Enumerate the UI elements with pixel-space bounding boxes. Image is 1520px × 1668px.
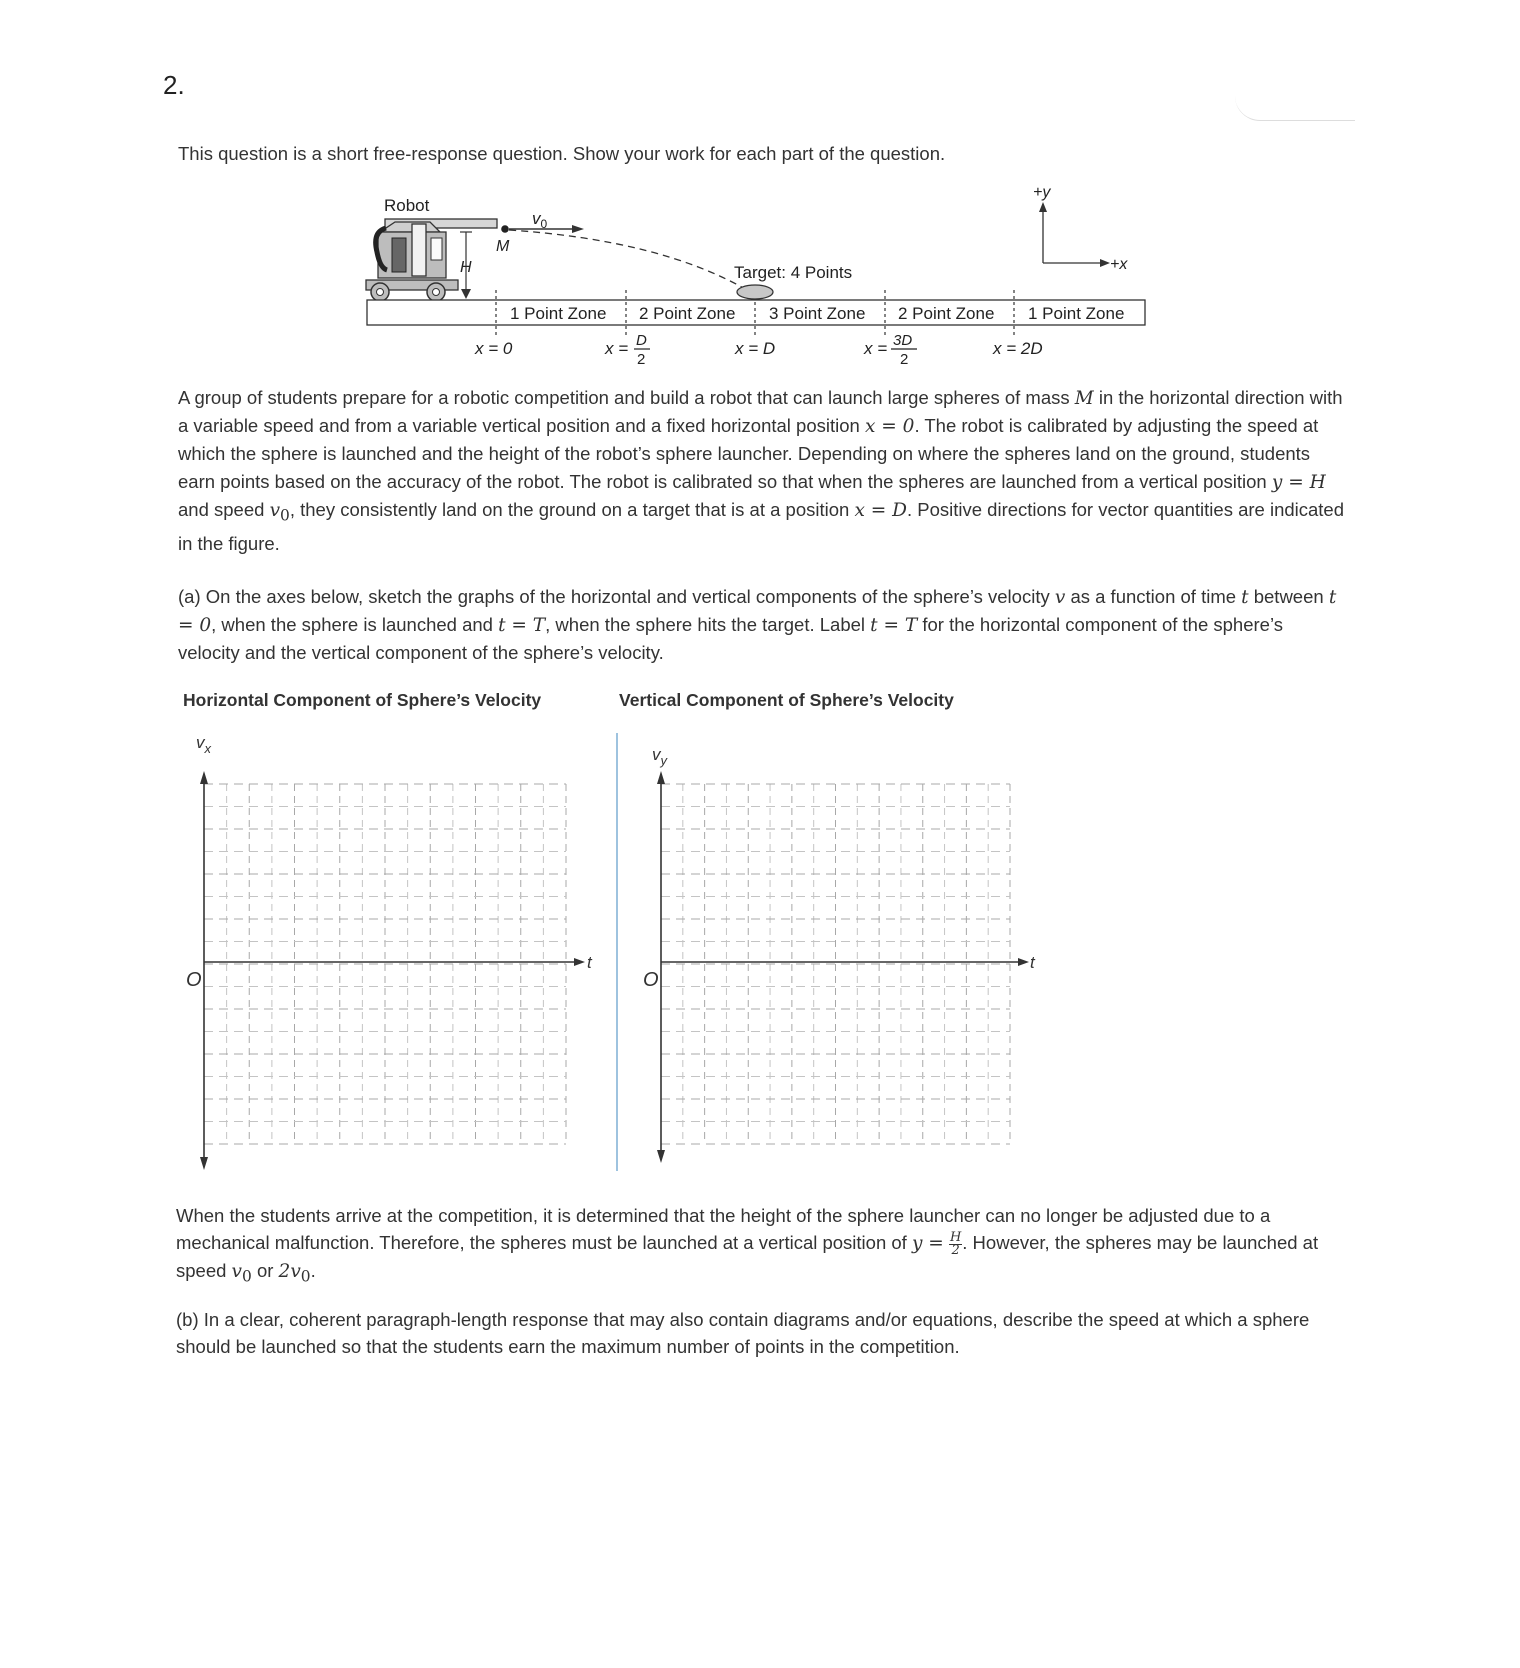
question-number: 2. [163,70,185,100]
height-label: H [460,259,472,276]
intro-text: This question is a short free-response question. Show your work for each part of the question. [178,143,946,164]
direction-axes [1039,202,1110,267]
trajectory-path [509,230,747,290]
horizontal-graph-title: Horizontal Component of Sphere’s Velocity [183,690,542,710]
axis-y-label: +y [1033,184,1051,201]
horizontal-axes [200,771,585,1170]
horizontal-y-label: $v_x$ [196,733,211,756]
pos-xD: x = D [735,339,776,358]
vertical-y-label: $v_y$ [652,745,667,768]
target-label: Target: 4 Points [734,263,853,282]
sphere-m [501,225,509,233]
zone-2-right: 2 Point Zone [898,304,995,323]
robot-icon [366,219,497,301]
horizontal-x-label: t [587,953,592,972]
description-text: A group of students prepare for a robotic competition and build a robot that can launch large spheres of mass M in the horizontal direction with a variable speed and from a variable vertical position and a fixed horizontal position x = 0. The robot is calibrated by adjusting the speed at which the sphere is launched and the height of the robot’s sphere launcher. Depending on where the spheres land on the ground, students earn points based on the accuracy of the robot. The robot is calibrated so that when the spheres are launched from a vertical position y = H and speed $v_0$, they consistently land on the ground on a target that is at a position x = D. Positive directions for vector quantities are indicated in the figure. [178,387,1345,554]
robot-label: Robot [384,196,430,215]
vertical-x-label: t [1030,953,1035,972]
h-over-2-fraction: $\frac{H}{2}$ [949,1229,962,1258]
pos-xd2-prefix: x = [605,339,629,358]
pos-x3d2-den: 2 [900,351,909,368]
robot-figure [0,0,1520,380]
horizontal-grid [204,784,566,1144]
graph-area [0,720,1520,1180]
part-a-text: (a) On the axes below, sketch the graphs of the horizontal and vertical components of the sphere’s velocity v as a function of time t between t = 0, when the sphere is launched and t = T, when the sphere hits the target. Label t = T for the horizontal component of the sphere’s velocity and the vertical component of the sphere’s velocity. [178,586,1337,664]
pos-x3d2-prefix: x = [864,339,888,358]
target [737,285,773,299]
part-b-text: (b) In a clear, coherent paragraph-length response that may also contain diagrams and/or equations, describe the speed at which a sphere should be launched so that the students earn the maximum number of points in the competition. [176,1309,1310,1358]
vertical-axes [657,771,1029,1163]
v0-label: $v_0$ [532,209,548,231]
pos-x3d2-num: 3D [893,332,913,349]
zone-1-right: 1 Point Zone [1028,304,1125,323]
pos-x0: x = 0 [475,339,513,358]
pos-xd2-num: D [636,332,647,349]
zone-1-left: 1 Point Zone [510,304,607,323]
change-text: When the students arrive at the competition, it is determined that the height of the sphere launcher can no longer be adjusted due to a mechanical malfunction. Therefore, the spheres must be launched at a vertical position of y = $\frac{H}{2}$ . However, the spheres may be launched at speed $v_0$ or $2v_0$. [176,1205,1319,1287]
zone-2-left: 2 Point Zone [639,304,736,323]
vertical-graph-title: Vertical Component of Sphere’s Velocity [619,690,954,710]
mass-label: M [496,238,510,255]
vertical-origin: O [643,969,659,991]
horizontal-origin: O [186,969,202,991]
pos-x2D: x = 2D [993,339,1043,358]
vertical-grid [661,784,1010,1144]
zone-3-center: 3 Point Zone [769,304,866,323]
axis-x-label: +x [1110,256,1128,273]
pos-xd2-den: 2 [637,351,646,368]
